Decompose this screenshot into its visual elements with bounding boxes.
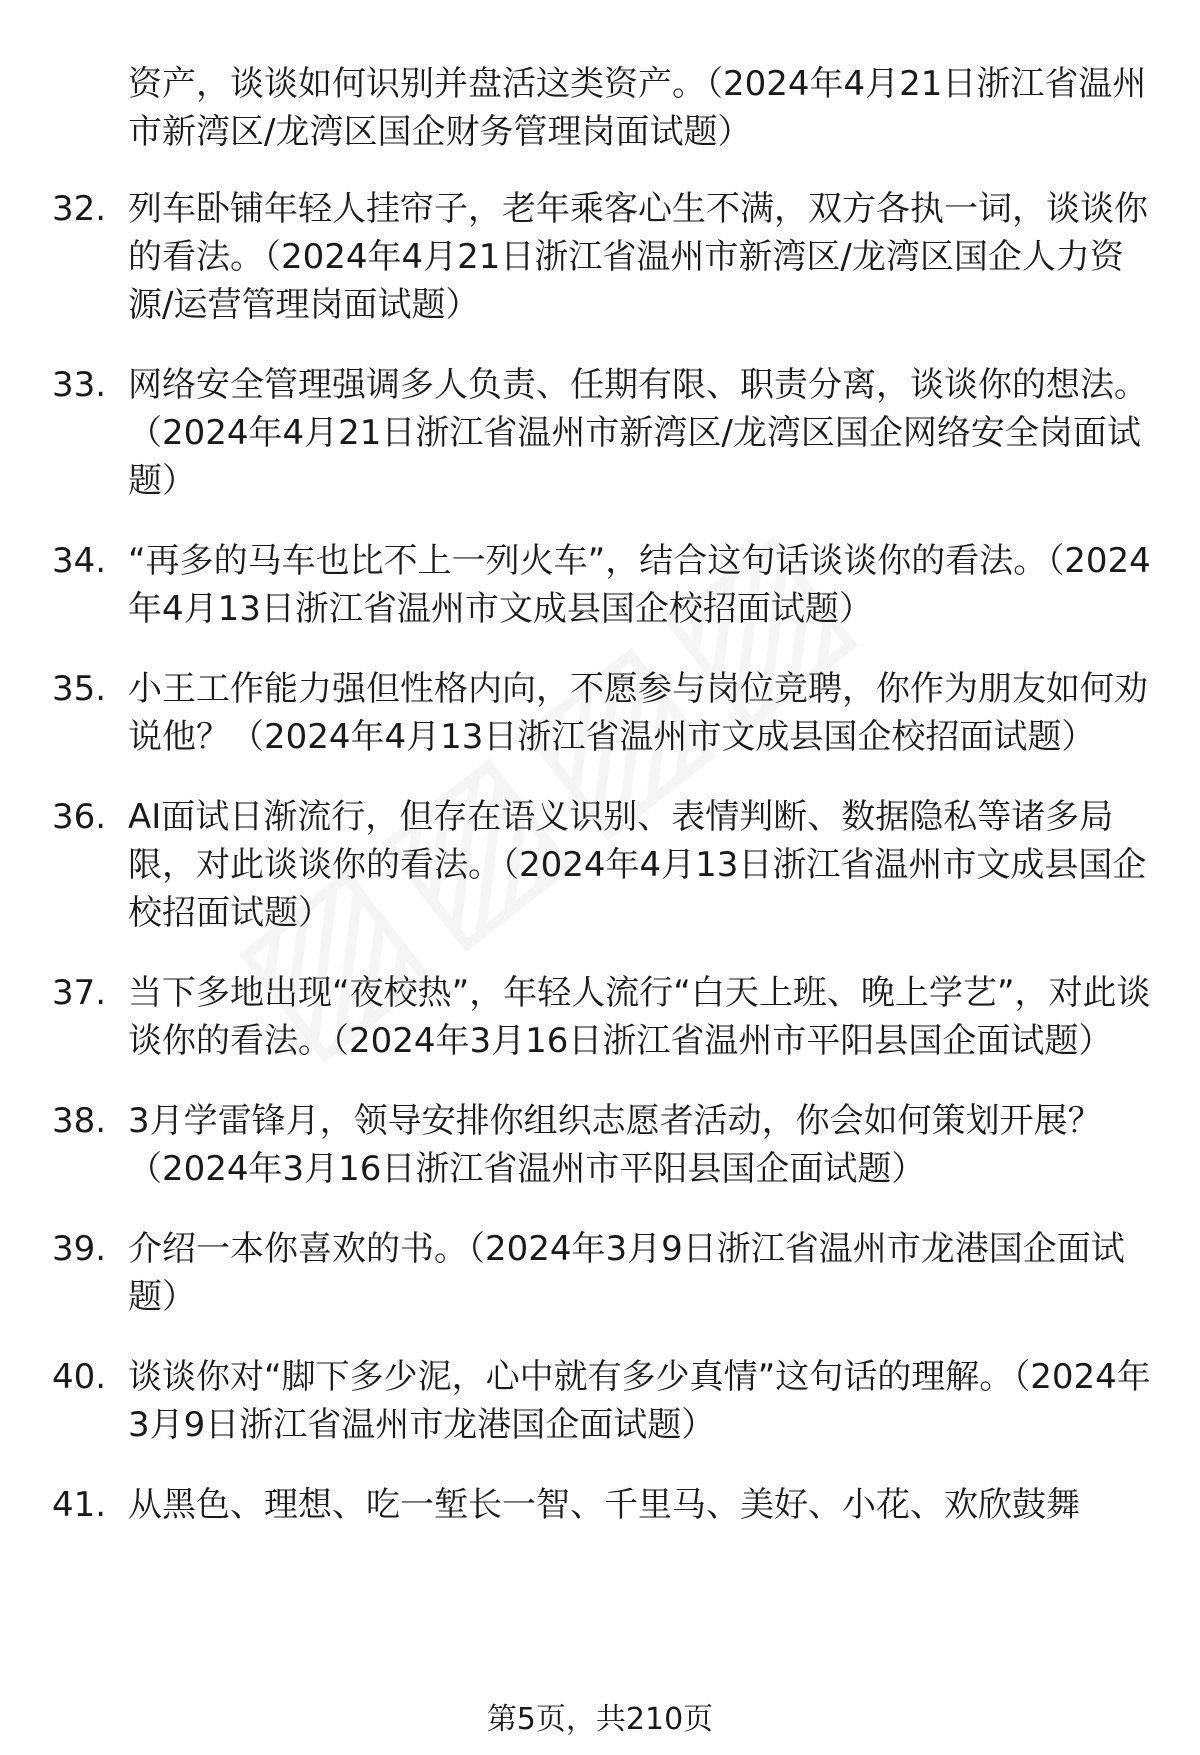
question-number: 39.: [52, 1229, 107, 1269]
list-item: [0, 361, 1200, 505]
list-item: [0, 793, 1200, 937]
question-list: [0, 185, 1200, 1561]
question-text: 网络安全管理强调多人负责、任期有限、职责分离，谈谈你的想法。（2024年4月21日浙江省温州市新湾区/龙湾区国企网络安全岗面试题）: [128, 365, 1148, 501]
question-number: 36.: [52, 797, 107, 837]
question-number: 33.: [52, 365, 107, 405]
list-item: [0, 1097, 1200, 1193]
question-number: 37.: [52, 973, 107, 1013]
page-footer: 第5页，共210页: [486, 1702, 714, 1737]
list-item: [0, 1225, 1200, 1321]
question-text: 当下多地出现“夜校热”，年轻人流行“白天上班、晚上学艺”，对此谈谈你的看法。（2024年3月16日浙江省温州市平阳县国企面试题）: [128, 973, 1151, 1061]
list-item: [0, 969, 1200, 1065]
list-item: [0, 1481, 1200, 1529]
question-text: 3月学雷锋月，领导安排你组织志愿者活动，你会如何策划开展？（2024年3月16日浙江省温州市平阳县国企面试题）: [128, 1101, 1102, 1189]
question-text: AI面试日渐流行，但存在语义识别、表情判断、数据隐私等诸多局限，对此谈谈你的看法。（2024年4月13日浙江省温州市文成县国企校招面试题）: [128, 797, 1147, 933]
list-item: [0, 537, 1200, 633]
question-number: 40.: [52, 1357, 107, 1397]
list-item: [0, 1353, 1200, 1449]
question-number: 38.: [52, 1101, 107, 1141]
question-number: 32.: [52, 189, 107, 229]
list-item: [0, 185, 1200, 329]
question-number: 41.: [52, 1485, 107, 1525]
question-number: 35.: [52, 669, 107, 709]
question-text: 列车卧铺年轻人挂帘子，老年乘客心生不满，双方各执一词，谈谈你的看法。（2024年4月21日浙江省温州市新湾区/龙湾区国企人力资源/运营管理岗面试题）: [128, 189, 1148, 325]
question-text: 谈谈你对“脚下多少泥，心中就有多少真情”这句话的理解。（2024年3月9日浙江省温州市龙港国企面试题）: [128, 1357, 1151, 1445]
question-31-continuation: 资产，谈谈如何识别并盘活这类资产。（2024年4月21日浙江省温州市新湾区/龙湾区国企财务管理岗面试题）: [128, 64, 1147, 152]
question-text: “再多的马车也比不上一列火车”，结合这句话谈谈你的看法。（2024年4月13日浙江省温州市文成县国企校招面试题）: [128, 541, 1151, 629]
question-number: 34.: [52, 541, 107, 581]
question-text: 小王工作能力强但性格内向，不愿参与岗位竞聘，你作为朋友如何劝说他？（2024年4月13日浙江省温州市文成县国企校招面试题）: [128, 669, 1148, 757]
list-item: [0, 665, 1200, 761]
question-text: 从黑色、理想、吃一堑长一智、千里马、美好、小花、欢欣鼓舞: [128, 1485, 1080, 1525]
question-text: 介绍一本你喜欢的书。（2024年3月9日浙江省温州市龙港国企面试题）: [128, 1229, 1125, 1317]
